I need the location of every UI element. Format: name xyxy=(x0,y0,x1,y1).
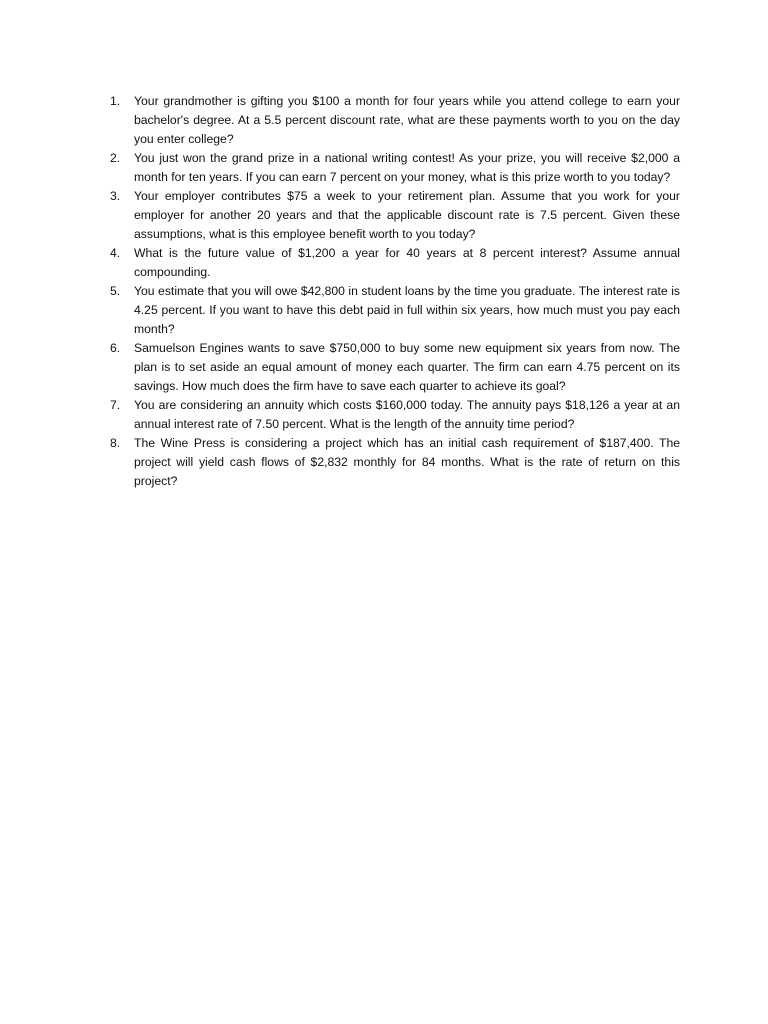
question-item xyxy=(110,282,680,339)
question-text: Samuelson Engines wants to save $750,000 to buy some new equipment six years from now. The plan is to set aside an equal amount of money each quarter. The firm can earn 4.75 percent on its savings. How much does the firm have to save each quarter to achieve its goal? xyxy=(134,341,680,393)
question-text: The Wine Press is considering a project which has an initial cash requirement of $187,400. The project will yield cash flows of $2,832 monthly for 84 months. What is the rate of return on this project? xyxy=(134,436,680,488)
question-text: Your employer contributes $75 a week to your retirement plan. Assume that you work for your employer for another 20 years and that the applicable discount rate is 7.5 percent. Given these assumptions, what is this employee benefit worth to you today? xyxy=(134,189,680,241)
question-number: 7. xyxy=(110,398,121,412)
question-text: You just won the grand prize in a national writing contest! As your prize, you will receive $2,000 a month for ten years. If you can earn 7 percent on your money, what is this prize worth to you today? xyxy=(134,151,680,184)
question-item xyxy=(110,244,680,282)
question-item xyxy=(110,396,680,434)
question-item xyxy=(110,187,680,244)
question-number: 4. xyxy=(110,246,121,260)
question-item xyxy=(110,434,680,491)
question-number: 3. xyxy=(110,189,121,203)
question-item xyxy=(110,339,680,396)
question-text: You estimate that you will owe $42,800 in student loans by the time you graduate. The interest rate is 4.25 percent. If you want to have this debt paid in full within six years, how much must you pay each month? xyxy=(134,284,680,336)
question-number: 6. xyxy=(110,341,121,355)
question-text: Your grandmother is gifting you $100 a month for four years while you attend college to earn your bachelor's degree. At a 5.5 percent discount rate, what are these payments worth to you on the day you enter college? xyxy=(134,94,680,146)
question-number: 5. xyxy=(110,284,121,298)
question-item xyxy=(110,92,680,149)
question-text: You are considering an annuity which costs $160,000 today. The annuity pays $18,126 a year at an annual interest rate of 7.50 percent. What is the length of the annuity time period? xyxy=(134,398,680,431)
question-item xyxy=(110,149,680,187)
question-number: 2. xyxy=(110,151,121,165)
question-text: What is the future value of $1,200 a year for 40 years at 8 percent interest? Assume annual compounding. xyxy=(134,246,680,279)
question-number: 8. xyxy=(110,436,121,450)
question-list xyxy=(110,92,680,491)
question-number: 1. xyxy=(110,94,121,108)
